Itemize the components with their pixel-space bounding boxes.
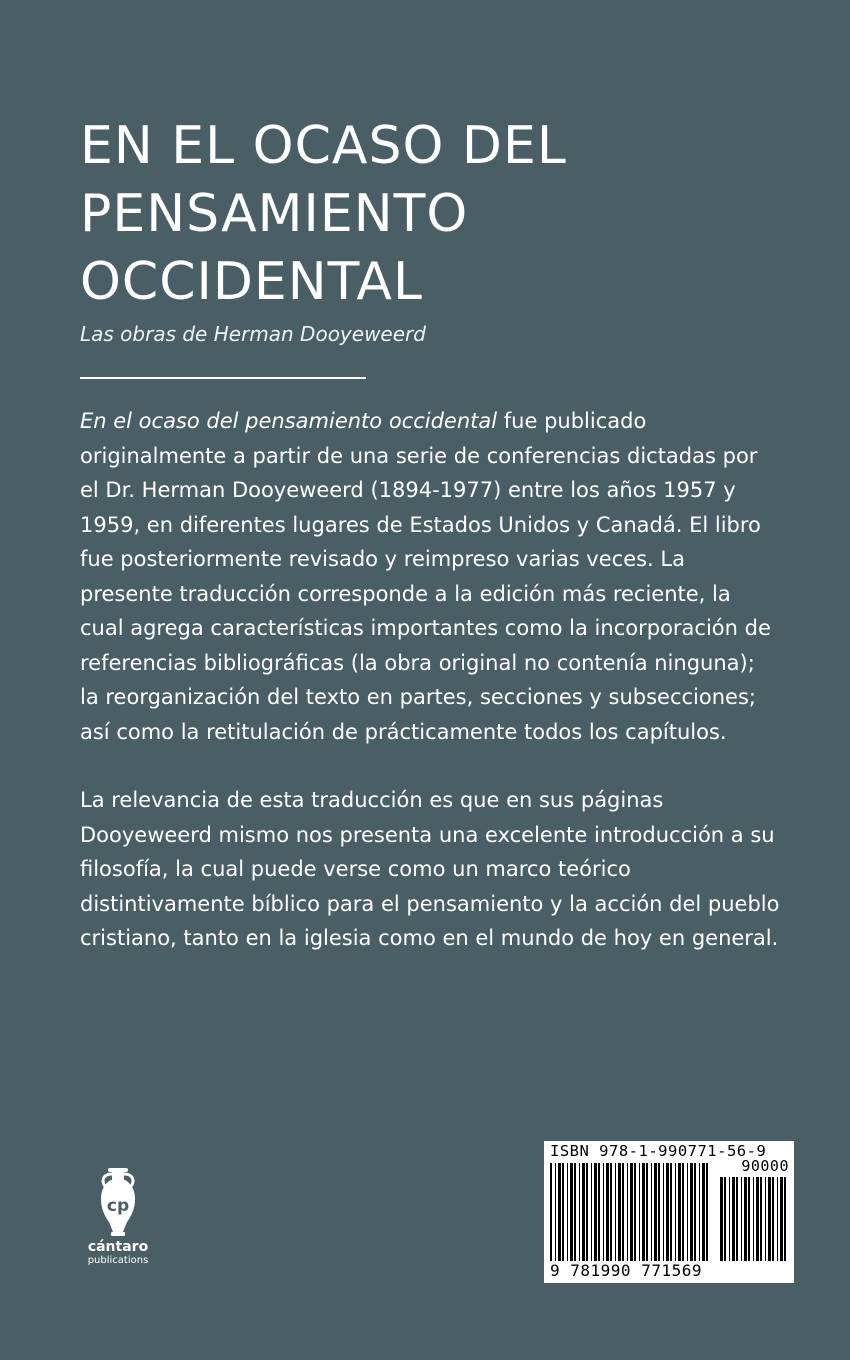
barcode-bar [555, 1163, 556, 1261]
barcode-bar [777, 1177, 778, 1261]
blurb-book-title: En el ocaso del pensamiento occidental [80, 409, 498, 433]
barcode-bar [765, 1177, 766, 1261]
barcode-bar [756, 1177, 759, 1261]
barcode-bar [594, 1163, 597, 1261]
barcode-bar [670, 1163, 672, 1261]
blurb [80, 404, 780, 956]
barcode-bar [603, 1163, 604, 1261]
barcode-bar [651, 1163, 652, 1261]
title-line: PENSAMIENTO [80, 184, 469, 244]
barcode-bar [663, 1163, 664, 1261]
barcode-bar [678, 1163, 681, 1261]
barcode-bar [627, 1163, 628, 1261]
barcode-bar [682, 1163, 684, 1261]
barcode-bar [550, 1163, 552, 1261]
logo-letters: cp [106, 1196, 130, 1216]
barcode-bar [729, 1177, 730, 1261]
barcode-bar [702, 1163, 705, 1261]
barcode-bar [760, 1177, 762, 1261]
blurb-paragraph: La relevancia de esta traducción es que en sus páginas Dooyeweerd mismo nos presenta una excelente introducción a su filosofía, la cual puede verse como un marco teórico distintivamente bíblico para el pensamiento y la acción del pueblo cristiano, tanto en la iglesia como en el mundo de hoy en general. [80, 788, 780, 950]
title-line: EN EL OCASO DEL [80, 116, 567, 176]
series-subtitle: Las obras de Herman Dooyeweerd [80, 322, 426, 346]
barcode-bar [598, 1163, 600, 1261]
barcode-bar [586, 1163, 588, 1261]
publisher-name: cántaro [87, 1239, 149, 1255]
barcode-bar [753, 1177, 754, 1261]
blurb-paragraph-text: fue publicado originalmente a partir de una serie de conferencias dictadas por el Dr. Herman Dooyeweerd (1894-1977) entre los años 1957 y 1959, en diferentes lugares de Estados Unidos y Canadá. El libro fue posteriormente revisado y reimpreso varias veces. La presente traducción corresponde a la edición más reciente, la cual agrega características importantes como la incorporación de referencias bibliográficas (la obra original no contenía ninguna); la reorganización del texto en partes, secciones y subsecciones; así como la retitulación de prácticamente todos los capítulos. [80, 409, 771, 744]
barcode-bar [780, 1177, 783, 1261]
barcode-bar [639, 1163, 640, 1261]
barcode-bar [694, 1163, 696, 1261]
barcode-bar [591, 1163, 592, 1261]
barcode-bar [618, 1163, 621, 1261]
barcode-bar [642, 1163, 645, 1261]
publisher-sub: publications [87, 1255, 149, 1266]
barcode-bar [658, 1163, 660, 1261]
blurb-paragraph [80, 404, 780, 749]
barcode-bar [706, 1163, 708, 1261]
book-title [80, 112, 780, 316]
price-code: 90000 [741, 1157, 789, 1175]
barcode-bar [744, 1177, 747, 1261]
barcode-bar [634, 1163, 636, 1261]
barcode-bar [736, 1177, 738, 1261]
barcode-bar [675, 1163, 676, 1261]
barcode-bar [570, 1163, 573, 1261]
barcode-bar [748, 1177, 750, 1261]
divider [80, 377, 366, 379]
barcode-bar [610, 1163, 612, 1261]
barcode-bar [720, 1177, 723, 1261]
barcode-bar [732, 1177, 735, 1261]
barcode-bar [690, 1163, 693, 1261]
barcode-bar [562, 1163, 564, 1261]
barcode-bar [574, 1163, 576, 1261]
barcode-bar [615, 1163, 616, 1261]
barcode-bar [579, 1163, 580, 1261]
barcode-bar [630, 1163, 633, 1261]
barcode-bar [666, 1163, 669, 1261]
barcode-bar [567, 1163, 568, 1261]
barcode-bar [768, 1177, 771, 1261]
barcode-bar [724, 1177, 726, 1261]
barcode-bar [558, 1163, 561, 1261]
barcode-bar [699, 1163, 700, 1261]
barcode-bar [582, 1163, 585, 1261]
barcode-bar [606, 1163, 609, 1261]
barcode-bar [687, 1163, 688, 1261]
ean-digits: 9 781990 771569 [550, 1261, 702, 1280]
title-line: OCCIDENTAL [80, 252, 423, 312]
barcode-bar [741, 1177, 742, 1261]
barcode-bar [784, 1177, 786, 1261]
isbn-label: ISBN 978-1-990771-56-9 [550, 1142, 767, 1160]
amphora-icon [95, 1166, 141, 1238]
barcode-bar [646, 1163, 648, 1261]
publisher-logo [82, 1166, 154, 1266]
isbn-barcode [544, 1141, 794, 1283]
barcode-bar [772, 1177, 774, 1261]
barcode-bar [622, 1163, 624, 1261]
barcode-bar [654, 1163, 657, 1261]
